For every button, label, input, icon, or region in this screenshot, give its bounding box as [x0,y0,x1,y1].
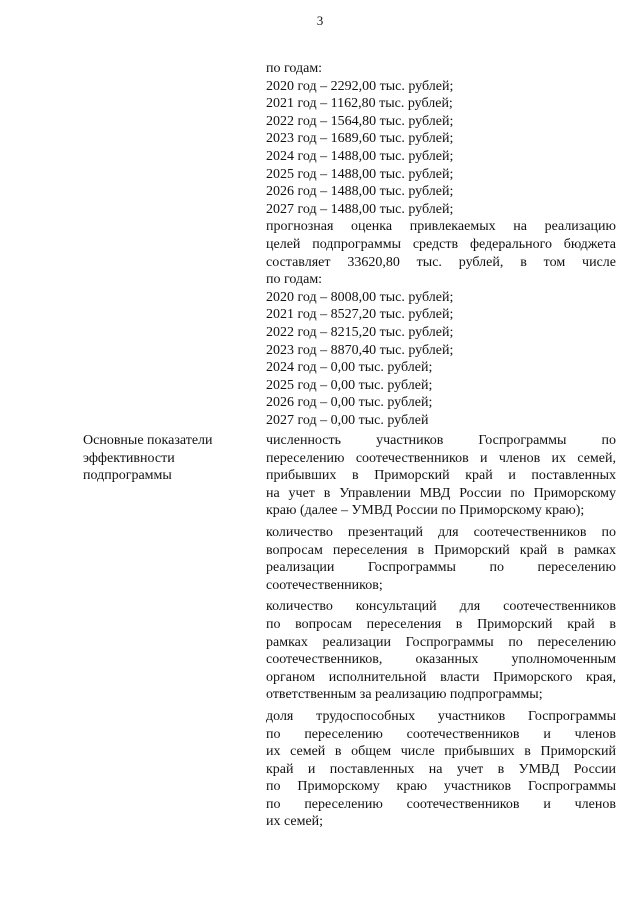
funding-block [266,60,616,429]
indicator-line: переселению соотечественников и членов их семей, [266,450,616,466]
indicator-paragraph [266,708,616,831]
federal-years-intro: по годам: [266,272,323,288]
federal-funding-paragraph [266,218,616,271]
indicator-paragraph [266,598,616,704]
regional-year-line: 2022 год – 1564,80 тыс. рублей; [266,113,454,129]
indicator-line: по Приморскому краю участников Госпрограммы [266,779,616,795]
federal-year-line: 2026 год – 0,00 тыс. рублей; [266,395,433,411]
indicator-line: их семей в общем числе прибывших в Приморский [266,744,616,760]
indicator-paragraph [266,524,616,594]
indicator-line: их семей; [266,814,324,830]
indicator-line: численность участников Госпрограммы по [266,433,616,448]
indicator-line: количество презентаций для соотечественников по [266,524,616,540]
federal-year-line: 2027 год – 0,00 тыс. рублей [266,412,429,428]
regional-years-intro: по годам: [266,61,323,76]
federal-year-line: 2024 год – 0,00 тыс. рублей; [266,360,433,376]
indicator-line: по переселению соотечественников и членов [266,796,616,812]
regional-year-line: 2026 год – 1488,00 тыс. рублей; [266,184,454,200]
indicator-line: ответственным за реализацию подпрограммы; [266,687,543,703]
indicator-paragraph [266,432,616,520]
indicator-line: рамках реализации Госпрограммы по переселению [266,634,616,650]
federal-year-line: 2022 год – 8215,20 тыс. рублей; [266,324,454,340]
indicator-line: реализации Госпрограммы по переселению [266,560,616,576]
federal-funding-line: целей подпрограммы средств федерального бюджета [266,236,616,252]
indicator-line: соотечественников; [266,577,383,593]
federal-year-line: 2025 год – 0,00 тыс. рублей; [266,377,433,393]
regional-year-line: 2025 год – 1488,00 тыс. рублей; [266,166,454,182]
indicator-line: соотечественников, оказанных уполномоченным [266,652,616,668]
regional-year-line: 2023 год – 1689,60 тыс. рублей; [266,131,454,147]
indicator-line: край и поставленных на учет в УМВД России [266,761,616,777]
indicator-line: по вопросам переселения в Приморский край в [266,616,616,632]
federal-year-line: 2023 год – 8870,40 тыс. рублей; [266,342,454,358]
indicator-line: доля трудоспособных участников Госпрограммы [266,708,616,724]
regional-year-line: 2020 год – 2292,00 тыс. рублей; [266,78,454,94]
indicators-label-line: Основные показатели [83,433,213,448]
page-number: 3 [316,13,324,28]
indicator-line: органом исполнительной власти Приморского края, [266,669,616,685]
indicator-line: количество консультаций для соотечественников [266,599,616,615]
indicator-line: прибывших в Приморский край и поставленных [266,468,616,484]
regional-year-line: 2021 год – 1162,80 тыс. рублей; [266,96,453,112]
indicators-label [83,432,253,485]
indicator-line: краю (далее – УМВД России по Приморскому краю); [266,503,585,519]
federal-funding-line: прогнозная оценка привлекаемых на реализацию [266,219,616,235]
federal-year-line: 2020 год – 8008,00 тыс. рублей; [266,289,454,305]
indicators-label-line: подпрограммы [83,468,172,484]
regional-year-line: 2024 год – 1488,00 тыс. рублей; [266,148,454,164]
indicator-line: на учет в Управлении МВД России по Приморскому [266,485,616,501]
federal-year-line: 2021 год – 8527,20 тыс. рублей; [266,307,454,323]
regional-year-line: 2027 год – 1488,00 тыс. рублей; [266,201,454,217]
indicators-label-line: эффективности [83,450,175,466]
indicators-list [266,432,616,835]
indicator-line: по переселению соотечественников и членов [266,726,616,742]
federal-funding-line: составляет 33620,80 тыс. рублей, в том числе [266,254,616,270]
indicator-line: вопросам переселения в Приморский край в рамках [266,542,616,558]
